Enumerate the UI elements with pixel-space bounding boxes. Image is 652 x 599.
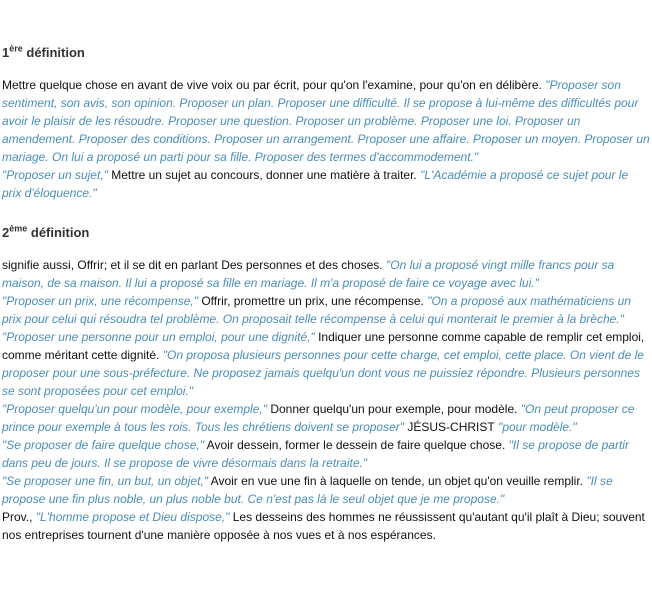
definition-1-number: 1: [2, 45, 10, 60]
definition-text: Donner quelqu'un pour exemple, pour modèle.: [270, 402, 518, 416]
definition-text: Offrir, promettre un prix, une récompense.: [201, 294, 424, 308]
definition-paragraph: [2, 508, 650, 544]
example-text: "Proposer une personne pour un emploi, pour une dignité,": [2, 330, 315, 344]
definition-1-body: [2, 76, 650, 202]
example-text: "L'homme propose et Dieu dispose,": [35, 510, 230, 524]
definition-1-ordinal: ère: [9, 43, 23, 54]
definition-1-label: définition: [26, 45, 85, 60]
definition-2-label: définition: [30, 225, 90, 240]
definition-text: Mettre un sujet au concours, donner une matière à traiter.: [111, 168, 417, 182]
definition-text: Avoir en vue une fin à laquelle on tende, un objet qu'on veuille remplir.: [210, 474, 583, 488]
definition-2-heading: [2, 202, 650, 256]
example-text: "Proposer son sentiment, son avis, son opinion. Proposer un plan. Proposer une difficulté. Il se propose à lui-même des difficultés pour avoir le plaisir de les résoudre. Proposer une question. Proposer un problème. Proposer une loi. Proposer un amendement. Proposer des conditions. Proposer un arrangement. Proposer une affaire. Proposer un moyen. Proposer un mariage. On lui a proposé un parti pour sa fille. Proposer des termes d'accommodement.": [2, 78, 650, 164]
definition-2-ordinal: ème: [9, 223, 28, 234]
definition-2-number: 2: [2, 225, 10, 240]
example-text: "On a proposé aux mathématiciens un prix pour celui qui résoudra tel problème. On proposait telle récompense à celui qui monterait le premier à la brèche.": [2, 294, 631, 326]
definition-1-heading: [2, 0, 650, 76]
definition-text: Prov.,: [2, 510, 33, 524]
definition-paragraph: [2, 166, 650, 202]
example-text: "L'Académie a proposé ce sujet pour le prix d'éloquence.": [2, 168, 629, 200]
definition-2-body: [2, 256, 650, 544]
example-text: "Il se propose de partir dans peu de jours. Il se propose de vivre désormais dans la retraite.": [2, 438, 629, 470]
definition-text: Mettre quelque chose en avant de vive voix ou par écrit, pour qu'on l'examine, pour qu'on en délibère.: [2, 78, 542, 92]
example-text: "On proposa plusieurs personnes pour cette charge, cet emploi, cette place. On vient de le proposer pour une sous-préfecture. Ne proposez jamais quelqu'un dont vous ne puissiez répondre. Plusieurs personnes se sont proposées pour cet emploi.": [2, 348, 644, 398]
example-text: "Il se propose une fin plus noble, un plus noble but. Ce n'est pas là le seul objet que je me propose.": [2, 474, 613, 506]
example-text: "Proposer quelqu'un pour modèle, pour exemple,": [2, 402, 267, 416]
example-text: "Proposer un sujet,": [2, 168, 108, 182]
definition-text: Avoir dessein, former le dessein de faire quelque chose.: [206, 438, 506, 452]
example-text: "pour modèle.": [498, 420, 577, 434]
example-text: "Se proposer de faire quelque chose,": [2, 438, 204, 452]
definition-paragraph: [2, 256, 650, 292]
definition-text: signifie aussi, Offrir; et il se dit en parlant Des personnes et des choses.: [2, 258, 383, 272]
definition-paragraph: [2, 328, 650, 400]
definition-paragraph: [2, 76, 650, 166]
example-text: "Se proposer une fin, un but, un objet,": [2, 474, 208, 488]
definition-paragraph: [2, 436, 650, 472]
definition-text: Les desseins des hommes ne réussissent qu'autant qu'il plaît à Dieu; souvent nos entreprises tournent d'une manière opposée à nos vues et à nos espérances.: [2, 510, 645, 542]
example-text: "On peut proposer ce prince pour exemple à tous les rois. Tous les chrétiens doivent se proposer": [2, 402, 635, 434]
definition-paragraph: [2, 472, 650, 508]
example-text: "Proposer un prix, une récompense,": [2, 294, 198, 308]
definition-paragraph: [2, 292, 650, 328]
example-text: "On lui a proposé vingt mille francs pour sa maison, de sa maison. Il lui a proposé sa fille en mariage. Il m'a proposé de faire ce voyage avec lui.": [2, 258, 615, 290]
definition-text: Indiquer une personne comme capable de remplir cet emploi, comme méritant cette dignité.: [2, 330, 645, 362]
definition-text: JÉSUS-CHRIST: [407, 420, 495, 434]
definition-paragraph: [2, 400, 650, 436]
